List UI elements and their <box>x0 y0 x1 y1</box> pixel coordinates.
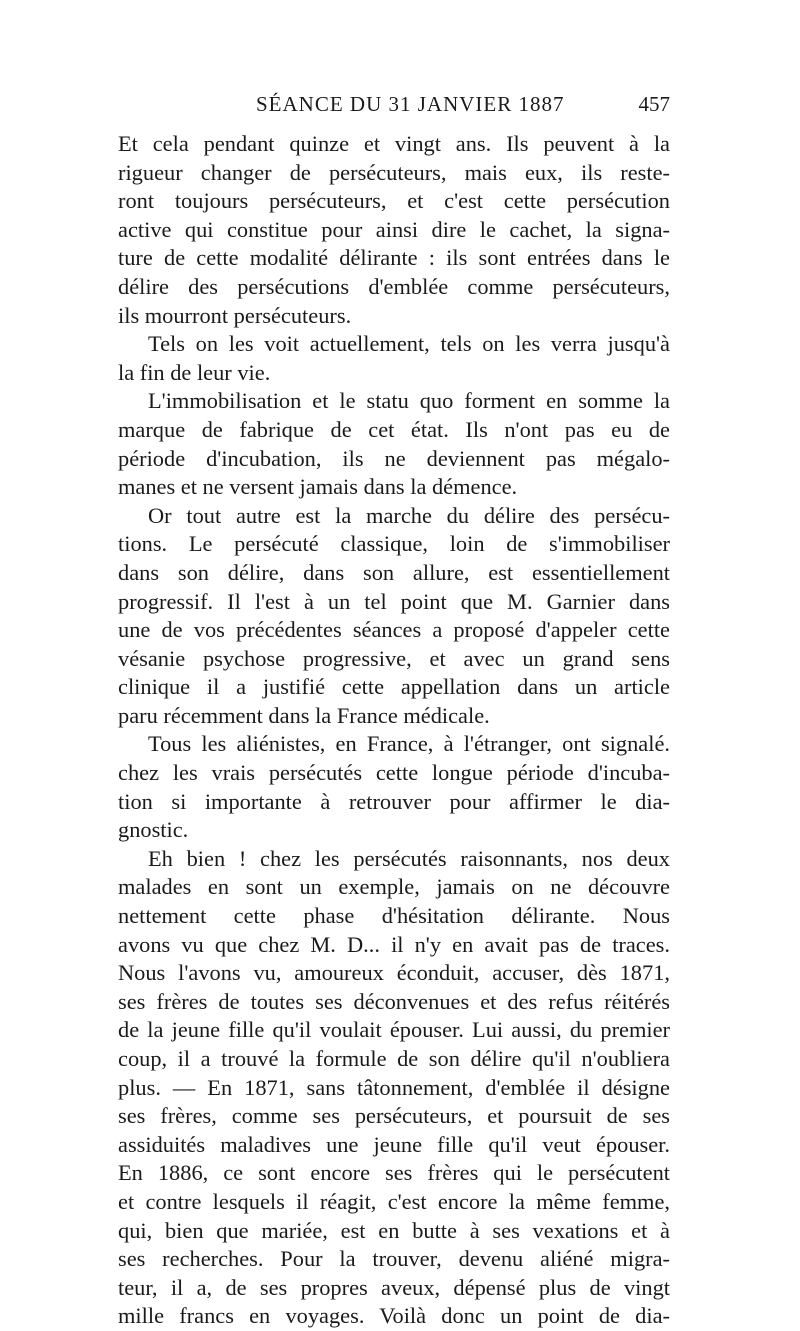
text-line: Tous les aliénistes, en France, à l'étranger, ont signalé. <box>148 731 670 757</box>
running-title: SÉANCE DU 31 JANVIER 1887 <box>256 92 565 116</box>
text-line: chez les vrais persécutés cette longue période d'incuba- <box>118 760 670 786</box>
text-line: de la jeune fille qu'il voulait épouser. Lui aussi, du premier <box>118 1017 670 1043</box>
text-line: teur, il a, de ses propres aveux, dépensé plus de vingt <box>118 1274 670 1300</box>
text-line: une de vos précédentes séances a proposé d'appeler cette <box>118 617 670 643</box>
text-line: ses frères, comme ses persécuteurs, et poursuit de ses <box>118 1103 670 1129</box>
running-header <box>118 92 670 120</box>
text-line: dans son délire, dans son allure, est essentiellement <box>118 559 670 585</box>
text-line: Et cela pendant quinze et vingt ans. Ils peuvent à la <box>118 131 670 156</box>
text-line: tions. Le persécuté classique, loin de s'immobiliser <box>118 531 670 557</box>
text-line: vésanie psychose progressive, et avec un grand sens <box>118 645 670 671</box>
text-line: progressif. Il l'est à un tel point que M. Garnier dans <box>118 588 670 614</box>
text-line: la fin de leur vie. <box>118 359 271 385</box>
text-line: avons vu que chez M. D... il n'y en avait pas de traces. <box>118 931 670 957</box>
text-line: ses frères de toutes ses déconvenues et des refus réitérés <box>118 988 670 1014</box>
text-line: coup, il a trouvé la formule de son délire qu'il n'oubliera <box>118 1046 670 1071</box>
text-line: assiduités maladives une jeune fille qu'il veut épouser. <box>118 1131 670 1157</box>
text-line: délire des persécutions d'emblée comme persécuteurs, <box>118 273 670 299</box>
text-line: et contre lesquels il réagit, c'est encore la même femme, <box>118 1188 670 1214</box>
text-line: rigueur changer de persécuteurs, mais eux, ils reste- <box>118 159 670 185</box>
text-line: mille francs en voyages. Voilà donc un point de dia- <box>118 1303 670 1329</box>
body-text <box>118 130 670 1331</box>
text-line: Tels on les voit actuellement, tels on les verra jusqu'à <box>148 331 670 357</box>
text-line: Nous l'avons vu, amoureux éconduit, accuser, dès 1871, <box>118 960 670 986</box>
text-line: malades en sont un exemple, jamais on ne découvre <box>118 874 670 900</box>
text-line: qui, bien que mariée, est en butte à ses vexations et à <box>118 1217 670 1243</box>
text-line: L'immobilisation et le statu quo forment en somme la <box>148 388 670 414</box>
text-line: ses recherches. Pour la trouver, devenu aliéné migra- <box>118 1246 670 1272</box>
text-line: En 1886, ce sont encore ses frères qui le persécutent <box>118 1160 670 1186</box>
text-line: nettement cette phase d'hésitation délirante. Nous <box>118 903 670 929</box>
text-line: ture de cette modalité délirante : ils sont entrées dans le <box>118 245 670 271</box>
text-line: période d'incubation, ils ne deviennent pas mégalo- <box>118 445 670 471</box>
text-line: gnostic. <box>118 817 189 843</box>
text-line: Or tout autre est la marche du délire des persécu- <box>148 502 670 528</box>
page-number: 457 <box>638 92 670 116</box>
text-line: ront toujours persécuteurs, et c'est cette persécution <box>118 188 670 214</box>
text-line: ils mourront persécuteurs. <box>118 302 352 328</box>
text-line: active qui constitue pour ainsi dire le cachet, la signa- <box>118 216 670 242</box>
text-line: manes et ne versent jamais dans la démence. <box>118 474 518 500</box>
text-line: clinique il a justifié cette appellation dans un article <box>118 674 670 700</box>
text-line: paru récemment dans la France médicale. <box>118 702 490 728</box>
text-line: marque de fabrique de cet état. Ils n'ont pas eu de <box>118 416 670 442</box>
text-line: tion si importante à retrouver pour affirmer le dia- <box>118 788 670 814</box>
text-line: Eh bien ! chez les persécutés raisonnants, nos deux <box>148 845 670 871</box>
text-line: plus. — En 1871, sans tâtonnement, d'emblée il désigne <box>118 1074 670 1100</box>
